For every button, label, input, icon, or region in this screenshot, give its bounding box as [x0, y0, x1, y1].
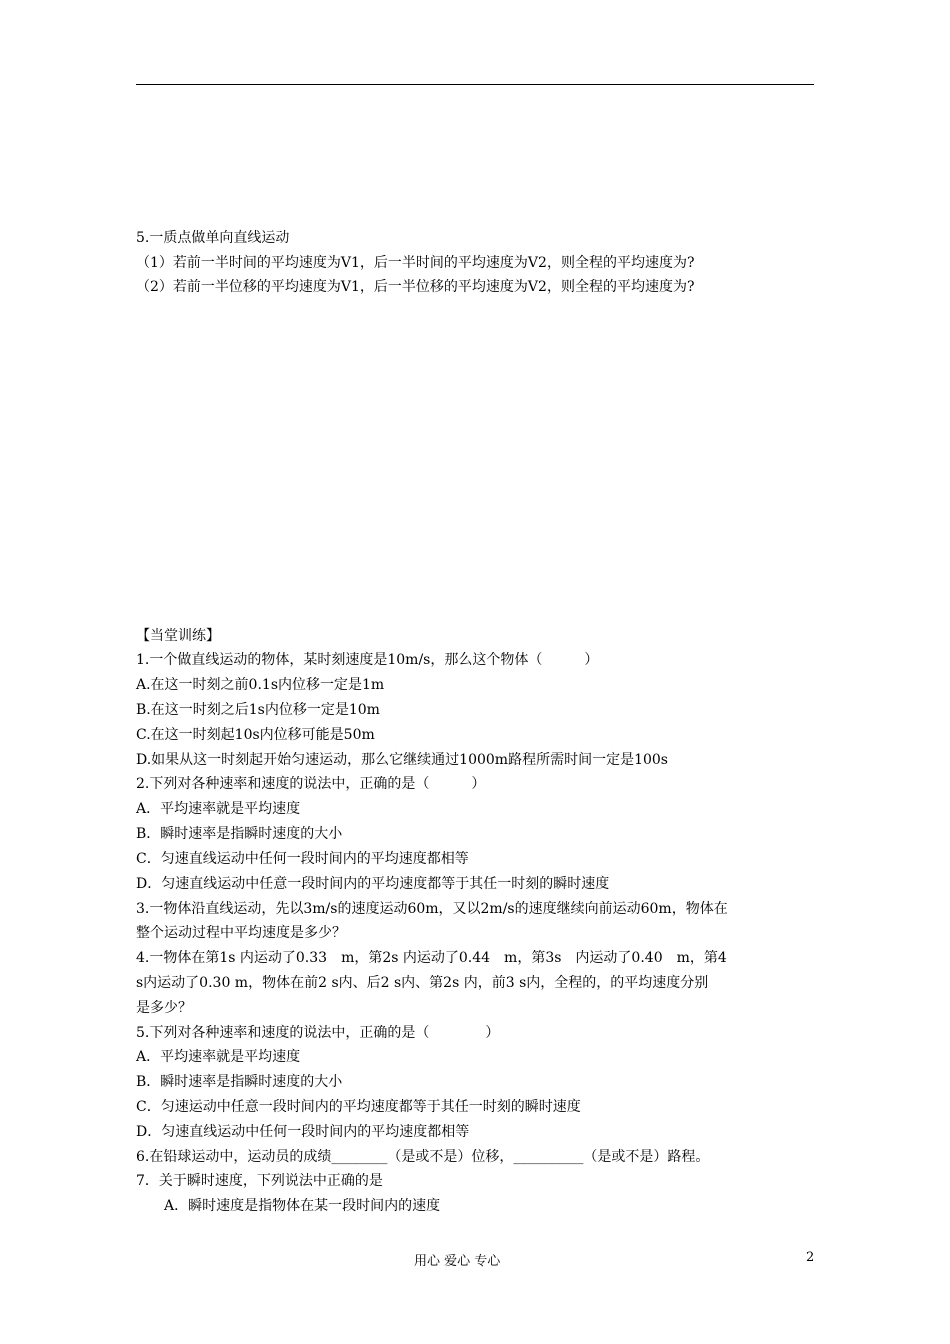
text-line: A.在这一时刻之前0.1s内位移一定是1m: [136, 677, 385, 693]
text-line: C．匀速直线运动中任何一段时间内的平均速度都相等: [136, 851, 469, 867]
text-line: 整个运动过程中平均速度是多少？: [136, 925, 346, 941]
text-line: D．匀速直线运动中任何一段时间内的平均速度都相等: [136, 1124, 470, 1140]
q5-part2: （2）若前一半位移的平均速度为V1，后一半位移的平均速度为V2，则全程的平均速度为?: [136, 279, 695, 295]
text-line: 5.下列对各种速率和速度的说法中，正确的是（ ）: [136, 1025, 500, 1041]
text-line: B.在这一时刻之后1s内位移一定是10m: [136, 702, 380, 718]
text-line: A．瞬时速度是指物体在某一段时间内的速度: [136, 1198, 441, 1214]
text-line: 3.一物体沿直线运动，先以3m/s的速度运动60m，又以2m/s的速度继续向前运动60m，物体在: [136, 901, 728, 917]
text-line: 7．关于瞬时速度，下列说法中正确的是: [136, 1173, 383, 1189]
q5-part1: （1）若前一半时间的平均速度为V1，后一半时间的平均速度为V2，则全程的平均速度为?: [136, 255, 695, 271]
text-line: 4.一物体在第1s 内运动了0.33 m，第2s 内运动了0.44 m，第3s 内运动了0.40 m，第4: [136, 950, 727, 966]
text-line: 6.在铅球运动中，运动员的成绩________（是或不是）位移，__________（是或不是）路程。: [136, 1149, 710, 1165]
header-rule: [136, 84, 814, 85]
footer-motto: 用心 爱心 专心: [414, 1254, 501, 1269]
text-line: s内运动了0.30 m，物体在前2 s内、后2 s内、第2s 内，前3 s内，全程的，的平均速度分别: [136, 975, 709, 991]
text-line: B．瞬时速率是指瞬时速度的大小: [136, 1074, 343, 1090]
text-line: D.如果从这一时刻起开始匀速运动，那么它继续通过1000m路程所需时间一定是100s: [136, 752, 668, 768]
text-line: 是多少？: [136, 1000, 192, 1016]
q5-title: 5.一质点做单向直线运动: [136, 230, 290, 246]
text-line: B．瞬时速率是指瞬时速度的大小: [136, 826, 343, 842]
text-line: C．匀速运动中任意一段时间内的平均速度都等于其任一时刻的瞬时速度: [136, 1099, 581, 1115]
text-line: A．平均速率就是平均速度: [136, 1049, 301, 1065]
text-line: C.在这一时刻起10s内位移可能是50m: [136, 727, 375, 743]
text-line: 1.一个做直线运动的物体，某时刻速度是10m/s，那么这个物体（ ）: [136, 652, 599, 668]
text-line: A．平均速率就是平均速度: [136, 801, 301, 817]
section-heading: 【当堂训练】: [136, 628, 220, 644]
text-line: D．匀速直线运动中任意一段时间内的平均速度都等于其任一时刻的瞬时速度: [136, 876, 610, 892]
page-number: 2: [806, 1250, 815, 1265]
text-line: 2.下列对各种速率和速度的说法中，正确的是（ ）: [136, 776, 486, 792]
